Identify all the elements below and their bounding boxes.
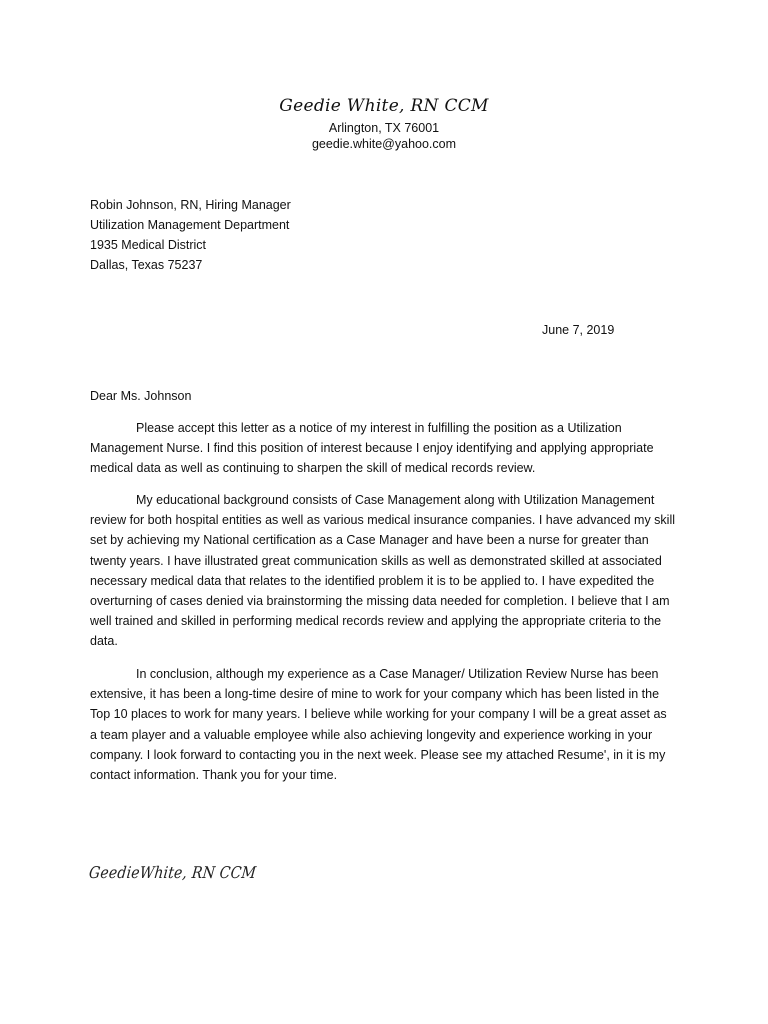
letter-date: June 7, 2019	[542, 323, 615, 337]
handwritten-signature: GeedieWhite, RN CCM	[88, 864, 257, 883]
body-paragraph-2	[90, 490, 675, 652]
recipient-address-block	[90, 195, 291, 275]
sender-name: Geedie White, RN CCM	[279, 96, 489, 116]
recipient-department: Utilization Management Department	[90, 218, 290, 232]
letterhead	[0, 94, 768, 152]
recipient-city-state-zip: Dallas, Texas 75237	[90, 258, 203, 272]
paragraph-text: In conclusion, although my experience as a Case Manager/ Utilization Review Nurse has been extensive, it has been a long-time desire of mine to work for your company which has been listed in the Top 10 places to work for many years. I believe while working for your company I will be a great asset as a team player and a valuable employee while also achieving longevity and experience working in your company. I look forward to contacting you in the next week. Please see my attached Resume', in it is my contact information. Thank you for your time.	[90, 667, 667, 783]
body-paragraph-3	[90, 664, 675, 785]
sender-email: geedie.white@yahoo.com	[311, 137, 457, 151]
recipient-name-title: Robin Johnson, RN, Hiring Manager	[90, 198, 291, 212]
recipient-street: 1935 Medical District	[90, 238, 207, 252]
sender-address: Arlington, TX 76001	[328, 121, 440, 135]
body-paragraph-1	[90, 418, 675, 479]
salutation: Dear Ms. Johnson	[90, 389, 192, 403]
paragraph-text: Please accept this letter as a notice of my interest in fulfilling the position as a Utilization Management Nurse. I find this position of interest because I enjoy identifying and applying appropriate medical data as well as continuing to sharpen the skill of medical records review.	[90, 421, 654, 476]
paragraph-text: My educational background consists of Case Management along with Utilization Management review for both hospital entities as well as various medical insurance companies. I have advanced my skill set by achieving my National certification as a Case Manager and have been a nurse for greater than twenty years. I have illustrated great communication skills as well as demonstrated skilled at associated necessary medical data that relates to the identified problem it is to be applied to. I have expedited the overturning of cases denied via brainstorming the missing data needed for completion. I believe that I am well trained and skilled in performing medical records review and applying the appropriate criteria to the data.	[90, 493, 676, 649]
